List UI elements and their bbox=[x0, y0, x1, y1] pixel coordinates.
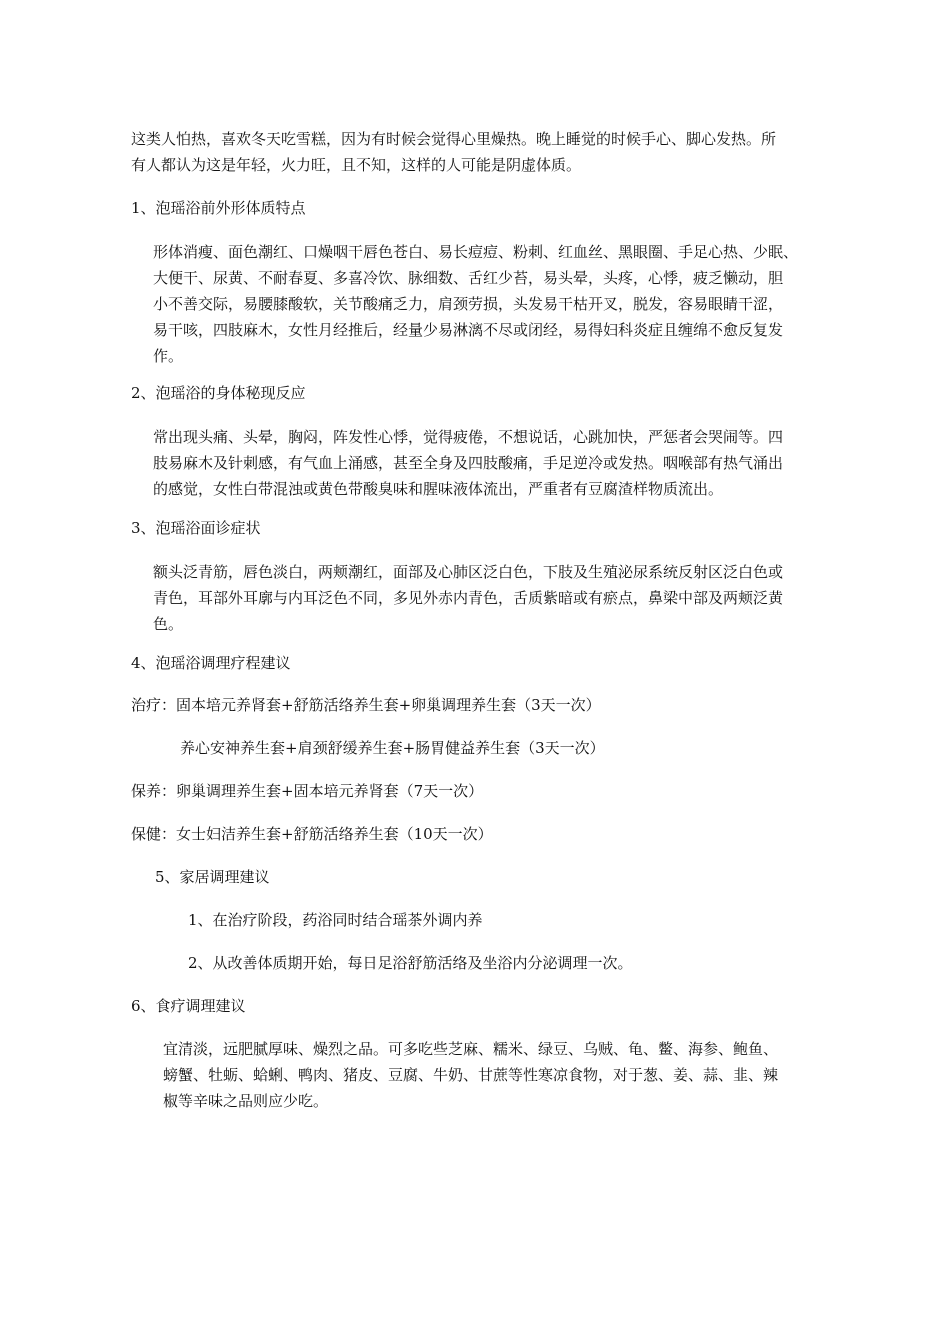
section-1-heading: 1、泡瑶浴前外形体质特点 bbox=[131, 199, 306, 217]
section-2-heading: 2、泡瑶浴的身体秘现反应 bbox=[131, 384, 306, 402]
home-care-item-2: 2、从改善体质期开始，每日足浴舒筋活络及坐浴内分泌调理一次。 bbox=[188, 954, 633, 972]
section-3-line: 青色，耳部外耳廓与内耳泛色不同，多见外赤内青色，舌质紫暗或有瘀点，鼻梁中部及两颊泛黄 bbox=[153, 589, 784, 607]
home-care-item-1: 1、在治疗阶段，药浴同时结合瑶茶外调内养 bbox=[188, 911, 483, 929]
section-6-line: 椒等辛味之品则应少吃。 bbox=[163, 1092, 329, 1110]
section-6-line: 宜清淡，远肥腻厚味、燥烈之品。可多吃些芝麻、糯米、绿豆、乌贼、龟、鳖、海参、鲍鱼、 bbox=[163, 1040, 779, 1058]
section-6-heading: 6、食疗调理建议 bbox=[131, 997, 246, 1015]
section-3-line: 色。 bbox=[153, 615, 184, 633]
section-3-line: 额头泛青筋，唇色淡白，两颊潮红，面部及心肺区泛白色，下肢及生殖泌尿系统反射区泛白色或 bbox=[153, 563, 784, 581]
section-3-heading: 3、泡瑶浴面诊症状 bbox=[131, 519, 261, 537]
section-1-line: 作。 bbox=[153, 347, 184, 365]
health-line: 保健：女士妇洁养生套+舒筋活络养生套（10天一次） bbox=[131, 825, 493, 843]
section-2-line: 的感觉，女性白带混浊或黄色带酸臭味和腥味液体流出，严重者有豆腐渣样物质流出。 bbox=[153, 480, 724, 498]
section-4-heading: 4、泡瑶浴调理疗程建议 bbox=[131, 654, 291, 672]
intro-line-1: 这类人怕热，喜欢冬天吃雪糕，因为有时候会觉得心里燥热。晚上睡觉的时候手心、脚心发热。所 bbox=[131, 130, 777, 148]
section-5-heading: 5、家居调理建议 bbox=[155, 868, 270, 886]
section-1-line: 大便干、尿黄、不耐春夏、多喜冷饮、脉细数、舌红少苔，易头晕，头疼，心悸，疲乏懒动，胆 bbox=[153, 269, 784, 287]
section-2-line: 肢易麻木及针刺感，有气血上涌感，甚至全身及四肢酸痛，手足逆冷或发热。咽喉部有热气涌出 bbox=[153, 454, 784, 472]
section-6-line: 螃蟹、牡蛎、蛤蜊、鸭肉、猪皮、豆腐、牛奶、甘蔗等性寒凉食物，对于葱、姜、蒜、韭、辣 bbox=[163, 1066, 779, 1084]
section-1-line: 形体消瘦、面色潮红、口燥咽干唇色苍白、易长痘痘、粉刺、红血丝、黑眼圈、手足心热、少眠、 bbox=[153, 243, 799, 261]
section-1-line: 小不善交际，易腰膝酸软，关节酸痛乏力，肩颈劳损，头发易干枯开叉，脱发，容易眼睛干涩， bbox=[153, 295, 784, 313]
maintenance-line: 保养：卵巢调理养生套+固本培元养肾套（7天一次） bbox=[131, 782, 484, 800]
section-2-line: 常出现头痛、头晕，胸闷，阵发性心悸，觉得疲倦，不想说话，心跳加快，严惩者会哭闹等。四 bbox=[153, 428, 784, 446]
treatment-line-2: 养心安神养生套+肩颈舒缓养生套+肠胃健益养生套（3天一次） bbox=[180, 739, 605, 757]
section-1-line: 易干咳，四肢麻木，女性月经推后，经量少易淋漓不尽或闭经，易得妇科炎症且缠绵不愈反复发 bbox=[153, 321, 784, 339]
treatment-line-1: 治疗：固本培元养肾套+舒筋活络养生套+卵巢调理养生套（3天一次） bbox=[131, 696, 601, 714]
intro-line-2: 有人都认为这是年轻，火力旺，且不知，这样的人可能是阴虚体质。 bbox=[131, 156, 582, 174]
